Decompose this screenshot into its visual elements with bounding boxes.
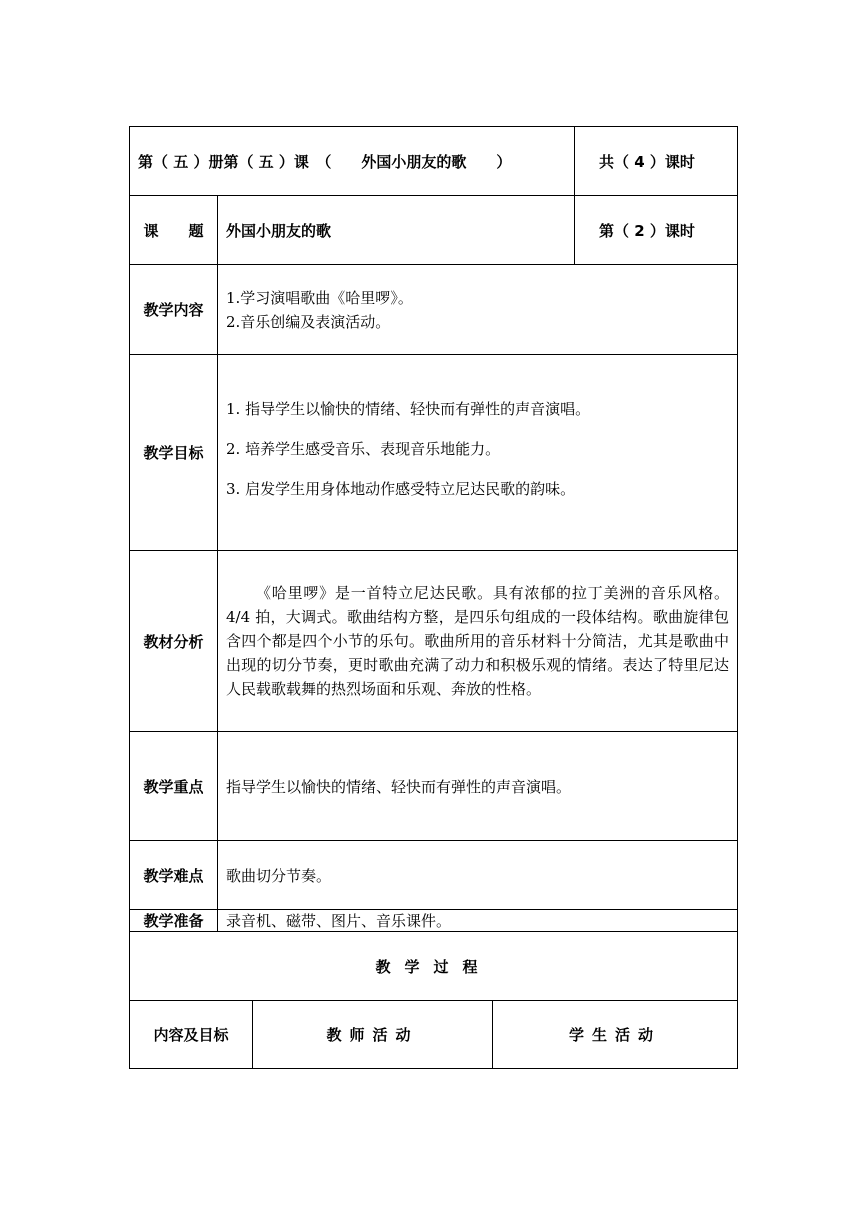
key-point-label: 教学重点	[143, 777, 204, 796]
header-row	[129, 126, 738, 195]
content-row	[129, 264, 738, 354]
analysis-cell	[217, 551, 737, 731]
analysis-row	[129, 550, 738, 731]
analysis-label: 教材分析	[143, 632, 204, 651]
difficulty-label: 教学难点	[143, 866, 204, 885]
content-list	[217, 265, 737, 354]
goal-item: 2. 培养学生感受音乐、表现音乐地能力。	[226, 439, 501, 458]
total-hours: 共（ 4 ）课时	[574, 127, 737, 195]
process-title: 教学过程	[375, 957, 492, 976]
process-col-content: 内容及目标	[153, 1026, 229, 1044]
topic-value: 外国小朋友的歌	[217, 196, 574, 264]
preparation-text: 录音机、磁带、图片、音乐课件。	[217, 910, 737, 931]
content-item: 1.学习演唱歌曲《哈里啰》。	[226, 288, 413, 307]
goals-list	[217, 355, 737, 550]
book-lesson-title: 第（ 五 ）册第（ 五 ）课 （ 外国小朋友的歌 ）	[138, 152, 512, 171]
process-header-row	[129, 1000, 738, 1069]
process-title-row	[129, 931, 738, 1000]
topic-row	[129, 195, 738, 264]
difficulty-row	[129, 840, 738, 909]
content-item: 2.音乐创编及表演活动。	[226, 312, 391, 331]
lesson-plan-table	[129, 126, 738, 1069]
goals-row	[129, 354, 738, 550]
analysis-text: 《哈里啰》是一首特立尼达民歌。具有浓郁的拉丁美洲的音乐风格。4/4 拍，大调式。歌曲结构方整，是四乐句组成的一段体结构。歌曲旋律包含四个都是四个小节的乐句。歌曲所用的音乐材料十分简洁，尤其是歌曲中出现的切分节奏，更时歌曲充满了动力和积极乐观的情绪。表达了特里尼达人民载歌载舞的热烈场面和乐观、奔放的性格。	[226, 584, 729, 698]
difficulty-text: 歌曲切分节奏。	[217, 841, 737, 909]
preparation-row	[129, 909, 738, 931]
process-col-teacher: 教师活动	[252, 1001, 492, 1068]
preparation-label: 教学准备	[143, 912, 204, 930]
goals-label: 教学目标	[143, 444, 204, 462]
key-point-row	[129, 731, 738, 840]
topic-label: 课 题	[143, 221, 204, 240]
goal-item: 3. 启发学生用身体地动作感受特立尼达民歌的韵味。	[226, 479, 576, 498]
content-label: 教学内容	[143, 301, 204, 319]
goal-item: 1. 指导学生以愉快的情绪、轻快而有弹性的声音演唱。	[226, 399, 591, 418]
topic-hour: 第（ 2 ）课时	[574, 196, 737, 264]
key-point-text: 指导学生以愉快的情绪、轻快而有弹性的声音演唱。	[217, 732, 737, 840]
process-col-student: 学生活动	[492, 1001, 737, 1068]
